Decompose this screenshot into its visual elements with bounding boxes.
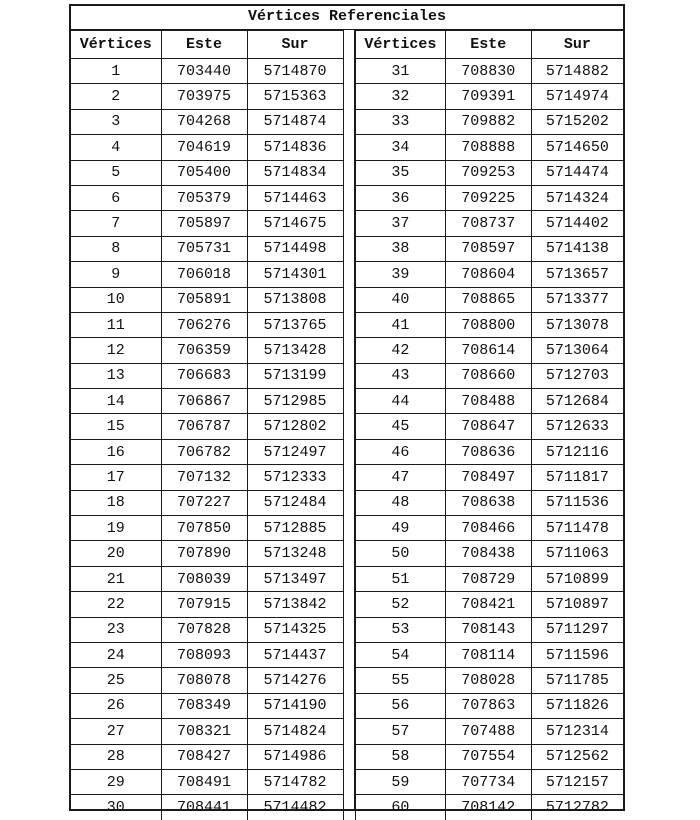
este-value: 708142 xyxy=(445,795,531,820)
vertex-number: 32 xyxy=(356,84,446,109)
header-sur: Sur xyxy=(531,31,623,59)
vertex-number: 53 xyxy=(356,617,446,642)
table-row xyxy=(71,744,343,769)
este-value: 705400 xyxy=(161,160,247,185)
vertex-number: 19 xyxy=(71,516,161,541)
este-value: 705731 xyxy=(161,236,247,261)
vertex-number: 15 xyxy=(71,414,161,439)
este-value: 708321 xyxy=(161,719,247,744)
vertex-number: 21 xyxy=(71,566,161,591)
este-value: 708737 xyxy=(445,211,531,236)
este-value: 708800 xyxy=(445,312,531,337)
header-row xyxy=(356,31,624,59)
table-row xyxy=(71,617,343,642)
sur-value: 5712885 xyxy=(247,516,343,541)
table-row xyxy=(71,236,343,261)
sur-value: 5714974 xyxy=(531,84,623,109)
table-row xyxy=(356,592,624,617)
este-value: 708441 xyxy=(161,795,247,820)
vertex-number: 2 xyxy=(71,84,161,109)
table-row xyxy=(356,744,624,769)
vertex-number: 26 xyxy=(71,693,161,718)
header-row xyxy=(71,31,343,59)
sur-value: 5711063 xyxy=(531,541,623,566)
column-separator xyxy=(343,30,355,809)
este-value: 708039 xyxy=(161,566,247,591)
table-row xyxy=(71,84,343,109)
table-row xyxy=(71,642,343,667)
table-row xyxy=(356,287,624,312)
vertex-number: 17 xyxy=(71,465,161,490)
este-value: 708604 xyxy=(445,262,531,287)
vertex-number: 45 xyxy=(356,414,446,439)
sur-value: 5714782 xyxy=(247,769,343,794)
vertices-table-frame xyxy=(69,4,625,817)
vertex-number: 34 xyxy=(356,135,446,160)
este-value: 707488 xyxy=(445,719,531,744)
vertex-number: 58 xyxy=(356,744,446,769)
sur-value: 5713842 xyxy=(247,592,343,617)
vertex-number: 43 xyxy=(356,363,446,388)
table-row xyxy=(71,185,343,210)
este-value: 707554 xyxy=(445,744,531,769)
este-value: 703975 xyxy=(161,84,247,109)
sur-value: 5714834 xyxy=(247,160,343,185)
sur-value: 5714482 xyxy=(247,795,343,820)
este-value: 707915 xyxy=(161,592,247,617)
vertex-number: 57 xyxy=(356,719,446,744)
table-row xyxy=(71,516,343,541)
table-row xyxy=(356,135,624,160)
sur-value: 5711478 xyxy=(531,516,623,541)
vertex-number: 24 xyxy=(71,642,161,667)
sur-value: 5711785 xyxy=(531,668,623,693)
vertex-number: 10 xyxy=(71,287,161,312)
sur-value: 5713657 xyxy=(531,262,623,287)
este-value: 705897 xyxy=(161,211,247,236)
sur-value: 5714836 xyxy=(247,135,343,160)
vertex-number: 33 xyxy=(356,109,446,134)
table-row xyxy=(356,642,624,667)
sur-value: 5714138 xyxy=(531,236,623,261)
table-row xyxy=(356,541,624,566)
este-value: 708830 xyxy=(445,59,531,84)
sur-value: 5714276 xyxy=(247,668,343,693)
este-value: 708729 xyxy=(445,566,531,591)
vertex-number: 31 xyxy=(356,59,446,84)
sur-value: 5712314 xyxy=(531,719,623,744)
vertex-number: 23 xyxy=(71,617,161,642)
sur-value: 5713064 xyxy=(531,338,623,363)
table-row xyxy=(71,769,343,794)
vertex-number: 22 xyxy=(71,592,161,617)
vertex-number: 38 xyxy=(356,236,446,261)
table-row xyxy=(71,541,343,566)
table-row xyxy=(71,363,343,388)
sur-value: 5711297 xyxy=(531,617,623,642)
header-este: Este xyxy=(445,31,531,59)
sur-value: 5714402 xyxy=(531,211,623,236)
vertex-number: 44 xyxy=(356,389,446,414)
vertex-number: 46 xyxy=(356,439,446,464)
sur-value: 5713377 xyxy=(531,287,623,312)
sur-value: 5713765 xyxy=(247,312,343,337)
vertex-number: 1 xyxy=(71,59,161,84)
vertex-number: 28 xyxy=(71,744,161,769)
header-vertices: Vértices xyxy=(356,31,446,59)
vertex-number: 20 xyxy=(71,541,161,566)
table-row xyxy=(71,338,343,363)
este-value: 706683 xyxy=(161,363,247,388)
table-row xyxy=(71,719,343,744)
sur-value: 5714824 xyxy=(247,719,343,744)
table-row xyxy=(71,135,343,160)
este-value: 707863 xyxy=(445,693,531,718)
table-row xyxy=(356,211,624,236)
table-row xyxy=(71,414,343,439)
table-row xyxy=(71,465,343,490)
table-row xyxy=(356,262,624,287)
este-value: 703440 xyxy=(161,59,247,84)
vertex-number: 13 xyxy=(71,363,161,388)
header-sur: Sur xyxy=(247,31,343,59)
vertex-number: 29 xyxy=(71,769,161,794)
sur-value: 5714324 xyxy=(531,185,623,210)
vertex-number: 14 xyxy=(71,389,161,414)
sur-value: 5712484 xyxy=(247,490,343,515)
vertices-table-left xyxy=(71,30,344,820)
sur-value: 5714882 xyxy=(531,59,623,84)
este-value: 708614 xyxy=(445,338,531,363)
sur-value: 5714650 xyxy=(531,135,623,160)
este-value: 708028 xyxy=(445,668,531,693)
table-row xyxy=(356,59,624,84)
sur-value: 5713497 xyxy=(247,566,343,591)
sur-value: 5710897 xyxy=(531,592,623,617)
table-row xyxy=(356,312,624,337)
vertex-number: 54 xyxy=(356,642,446,667)
vertex-number: 36 xyxy=(356,185,446,210)
este-value: 704619 xyxy=(161,135,247,160)
este-value: 708427 xyxy=(161,744,247,769)
table-row xyxy=(356,389,624,414)
sur-value: 5714498 xyxy=(247,236,343,261)
sur-value: 5713428 xyxy=(247,338,343,363)
este-value: 708421 xyxy=(445,592,531,617)
sur-value: 5712116 xyxy=(531,439,623,464)
sur-value: 5712703 xyxy=(531,363,623,388)
este-value: 708660 xyxy=(445,363,531,388)
vertex-number: 27 xyxy=(71,719,161,744)
vertex-number: 5 xyxy=(71,160,161,185)
vertex-number: 48 xyxy=(356,490,446,515)
sur-value: 5713199 xyxy=(247,363,343,388)
sur-value: 5710899 xyxy=(531,566,623,591)
table-row xyxy=(71,592,343,617)
vertex-number: 30 xyxy=(71,795,161,820)
vertex-number: 55 xyxy=(356,668,446,693)
table-row xyxy=(356,439,624,464)
este-value: 707890 xyxy=(161,541,247,566)
table-row xyxy=(356,516,624,541)
este-value: 708636 xyxy=(445,439,531,464)
table-row xyxy=(71,109,343,134)
table-row xyxy=(71,59,343,84)
sur-value: 5714986 xyxy=(247,744,343,769)
sur-value: 5714870 xyxy=(247,59,343,84)
table-row xyxy=(356,617,624,642)
vertex-number: 16 xyxy=(71,439,161,464)
table-row xyxy=(356,338,624,363)
sur-value: 5712157 xyxy=(531,769,623,794)
este-value: 708093 xyxy=(161,642,247,667)
sur-value: 5712562 xyxy=(531,744,623,769)
sur-value: 5715363 xyxy=(247,84,343,109)
vertex-number: 18 xyxy=(71,490,161,515)
table-row xyxy=(71,160,343,185)
este-value: 708638 xyxy=(445,490,531,515)
table-row xyxy=(71,211,343,236)
sur-value: 5712633 xyxy=(531,414,623,439)
vertex-number: 39 xyxy=(356,262,446,287)
table-row xyxy=(71,312,343,337)
table-row xyxy=(356,363,624,388)
sur-value: 5714301 xyxy=(247,262,343,287)
sur-value: 5712497 xyxy=(247,439,343,464)
este-value: 706276 xyxy=(161,312,247,337)
sur-value: 5714874 xyxy=(247,109,343,134)
vertex-number: 41 xyxy=(356,312,446,337)
sur-value: 5714474 xyxy=(531,160,623,185)
vertex-number: 60 xyxy=(356,795,446,820)
vertex-number: 4 xyxy=(71,135,161,160)
este-value: 708466 xyxy=(445,516,531,541)
este-value: 709391 xyxy=(445,84,531,109)
header-este: Este xyxy=(161,31,247,59)
este-value: 707828 xyxy=(161,617,247,642)
table-row xyxy=(356,236,624,261)
vertices-table-right xyxy=(355,30,623,820)
este-value: 708647 xyxy=(445,414,531,439)
table-row xyxy=(356,185,624,210)
table-row xyxy=(356,465,624,490)
este-value: 707734 xyxy=(445,769,531,794)
este-value: 705379 xyxy=(161,185,247,210)
este-value: 707850 xyxy=(161,516,247,541)
vertex-number: 11 xyxy=(71,312,161,337)
este-value: 706867 xyxy=(161,389,247,414)
este-value: 709253 xyxy=(445,160,531,185)
sur-value: 5712684 xyxy=(531,389,623,414)
este-value: 708865 xyxy=(445,287,531,312)
este-value: 708491 xyxy=(161,769,247,794)
sur-value: 5714437 xyxy=(247,642,343,667)
este-value: 706782 xyxy=(161,439,247,464)
sur-value: 5711817 xyxy=(531,465,623,490)
sur-value: 5714463 xyxy=(247,185,343,210)
este-value: 708888 xyxy=(445,135,531,160)
este-value: 705891 xyxy=(161,287,247,312)
sur-value: 5711536 xyxy=(531,490,623,515)
este-value: 709225 xyxy=(445,185,531,210)
sur-value: 5714190 xyxy=(247,693,343,718)
este-value: 708114 xyxy=(445,642,531,667)
sur-value: 5712782 xyxy=(531,795,623,820)
table-row xyxy=(356,693,624,718)
vertex-number: 37 xyxy=(356,211,446,236)
sur-value: 5713248 xyxy=(247,541,343,566)
vertex-number: 12 xyxy=(71,338,161,363)
table-row xyxy=(356,109,624,134)
table-row xyxy=(356,719,624,744)
este-value: 708597 xyxy=(445,236,531,261)
vertex-number: 8 xyxy=(71,236,161,261)
table-row xyxy=(71,287,343,312)
este-value: 707227 xyxy=(161,490,247,515)
sur-value: 5713808 xyxy=(247,287,343,312)
vertex-number: 9 xyxy=(71,262,161,287)
table-row xyxy=(71,262,343,287)
vertex-number: 49 xyxy=(356,516,446,541)
vertex-number: 56 xyxy=(356,693,446,718)
sur-value: 5715202 xyxy=(531,109,623,134)
table-row xyxy=(71,668,343,693)
este-value: 708497 xyxy=(445,465,531,490)
sur-value: 5711826 xyxy=(531,693,623,718)
vertex-number: 47 xyxy=(356,465,446,490)
este-value: 704268 xyxy=(161,109,247,134)
vertex-number: 7 xyxy=(71,211,161,236)
table-row xyxy=(71,439,343,464)
vertex-number: 6 xyxy=(71,185,161,210)
este-value: 706018 xyxy=(161,262,247,287)
sur-value: 5712802 xyxy=(247,414,343,439)
table-row xyxy=(356,668,624,693)
table-row xyxy=(356,566,624,591)
vertex-number: 59 xyxy=(356,769,446,794)
vertex-number: 3 xyxy=(71,109,161,134)
vertex-number: 25 xyxy=(71,668,161,693)
este-value: 708488 xyxy=(445,389,531,414)
vertex-number: 35 xyxy=(356,160,446,185)
sur-value: 5713078 xyxy=(531,312,623,337)
table-row xyxy=(71,490,343,515)
table-row xyxy=(356,414,624,439)
table-row xyxy=(356,84,624,109)
table-row xyxy=(356,795,624,820)
header-vertices: Vértices xyxy=(71,31,161,59)
este-value: 708349 xyxy=(161,693,247,718)
table-row xyxy=(71,693,343,718)
vertex-number: 42 xyxy=(356,338,446,363)
este-value: 709882 xyxy=(445,109,531,134)
table-row xyxy=(71,795,343,820)
sur-value: 5712333 xyxy=(247,465,343,490)
table-row xyxy=(356,769,624,794)
este-value: 706359 xyxy=(161,338,247,363)
sur-value: 5711596 xyxy=(531,642,623,667)
este-value: 707132 xyxy=(161,465,247,490)
table-row xyxy=(71,566,343,591)
table-row xyxy=(356,160,624,185)
table-row xyxy=(71,389,343,414)
este-value: 708143 xyxy=(445,617,531,642)
sur-value: 5712985 xyxy=(247,389,343,414)
este-value: 708438 xyxy=(445,541,531,566)
sur-value: 5714675 xyxy=(247,211,343,236)
table-title: Vértices Referenciales xyxy=(71,6,623,30)
sur-value: 5714325 xyxy=(247,617,343,642)
este-value: 708078 xyxy=(161,668,247,693)
vertex-number: 51 xyxy=(356,566,446,591)
vertex-number: 50 xyxy=(356,541,446,566)
vertex-number: 52 xyxy=(356,592,446,617)
vertex-number: 40 xyxy=(356,287,446,312)
table-row xyxy=(356,490,624,515)
este-value: 706787 xyxy=(161,414,247,439)
